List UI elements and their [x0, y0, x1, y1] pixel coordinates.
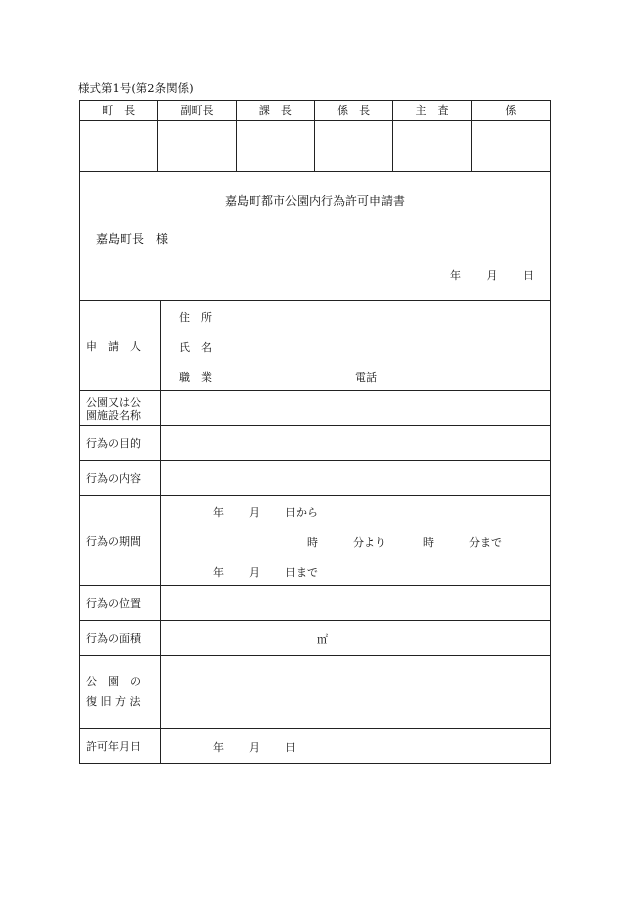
- period-start-minute: 分より: [353, 536, 386, 549]
- application-form: [79, 100, 551, 764]
- restoration-field[interactable]: [161, 656, 550, 728]
- content-row: [80, 461, 550, 496]
- period-end-minute: 分まで: [469, 536, 502, 549]
- approval-header-mayor: 町 長: [80, 101, 158, 121]
- period-end-month: 月: [249, 566, 260, 579]
- period-label: 行為の期間: [80, 496, 161, 585]
- period-start-year: 年: [213, 506, 224, 519]
- period-end-day: 日まで: [285, 566, 318, 579]
- addressee: 嘉島町長 様: [96, 232, 169, 246]
- restoration-label: [80, 656, 161, 728]
- stamp-box-inspector[interactable]: [393, 121, 471, 171]
- phone-label: 電話: [355, 371, 377, 384]
- location-row: [80, 586, 550, 621]
- permit-date-label: 許可年月日: [80, 729, 161, 763]
- park-name-row: [80, 391, 550, 426]
- date-year-label: 年: [450, 269, 461, 282]
- area-label: 行為の面積: [80, 621, 161, 655]
- approval-stamp-table: [80, 101, 550, 172]
- date-day-label: 日: [523, 269, 534, 282]
- period-start-hour: 時: [307, 536, 318, 549]
- approval-header-deputy-mayor: 副町長: [158, 101, 236, 121]
- content-label: 行為の内容: [80, 461, 161, 495]
- area-unit: ㎡: [317, 633, 328, 646]
- application-date[interactable]: [428, 267, 534, 283]
- stamp-box-deputy-mayor[interactable]: [158, 121, 236, 171]
- occupation-label: 職 業: [179, 371, 212, 384]
- content-field[interactable]: [161, 461, 550, 495]
- restoration-label-line1: 公 園 の: [86, 675, 141, 688]
- date-month-label: 月: [486, 269, 498, 282]
- permit-date-field[interactable]: [161, 729, 550, 763]
- purpose-label: 行為の目的: [80, 426, 161, 460]
- applicant-label: 申 請 人: [80, 301, 161, 390]
- purpose-field[interactable]: [161, 426, 550, 460]
- approval-header-staff: 係: [472, 101, 550, 121]
- permit-year: 年: [213, 741, 224, 754]
- restoration-label-line2: 復 旧 方 法: [86, 695, 141, 708]
- area-field[interactable]: [161, 621, 550, 655]
- location-field[interactable]: [161, 586, 550, 620]
- permit-date-row: [80, 729, 550, 763]
- approval-header-section-chief: 課 長: [237, 101, 315, 121]
- restoration-row: [80, 656, 550, 729]
- period-end-year: 年: [213, 566, 224, 579]
- approval-header-inspector: 主 査: [393, 101, 471, 121]
- park-name-label: 公園又は公園施設名称: [80, 391, 161, 425]
- applicant-row: [80, 301, 550, 391]
- application-header-block: [80, 172, 550, 301]
- approval-header-subsection-chief: 係 長: [315, 101, 393, 121]
- park-name-field[interactable]: [161, 391, 550, 425]
- stamp-box-staff[interactable]: [472, 121, 550, 171]
- purpose-row: [80, 426, 550, 461]
- period-start-month: 月: [249, 506, 260, 519]
- period-start-day: 日から: [285, 506, 318, 519]
- stamp-box-mayor[interactable]: [80, 121, 158, 171]
- name-label: 氏 名: [179, 341, 212, 354]
- location-label: 行為の位置: [80, 586, 161, 620]
- stamp-box-subsection-chief[interactable]: [315, 121, 393, 171]
- permit-month: 月: [249, 741, 260, 754]
- period-field[interactable]: [161, 496, 550, 585]
- period-end-hour: 時: [423, 536, 434, 549]
- period-row: [80, 496, 550, 586]
- area-row: [80, 621, 550, 656]
- address-label: 住 所: [179, 311, 212, 324]
- stamp-box-section-chief[interactable]: [237, 121, 315, 171]
- form-number: 様式第1号(第2条関係): [78, 81, 194, 95]
- permit-day: 日: [285, 741, 296, 754]
- application-title: 嘉島町都市公園内行為許可申請書: [224, 194, 405, 208]
